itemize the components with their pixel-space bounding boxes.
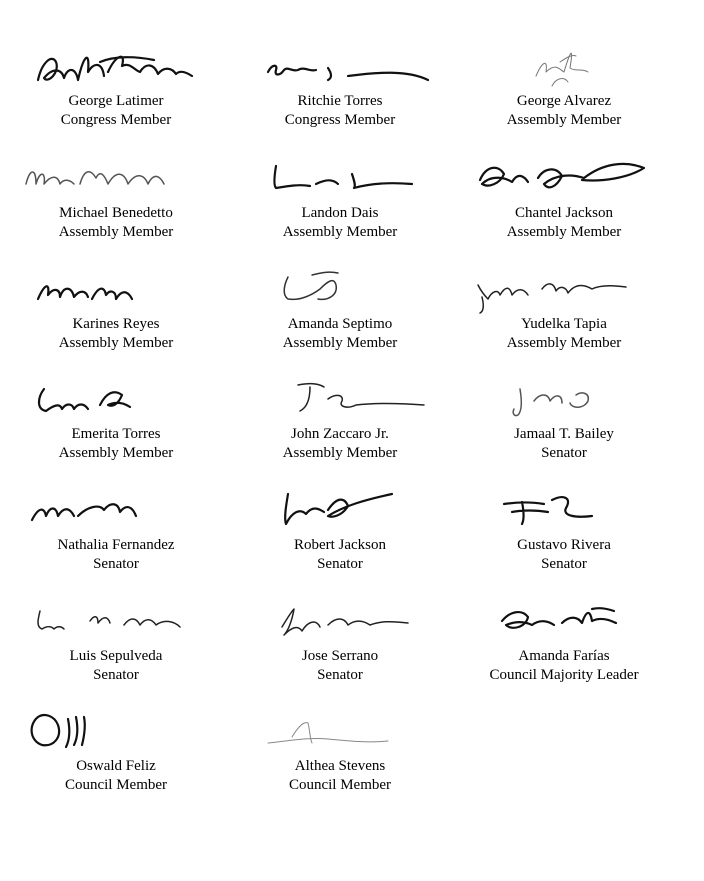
signatory-name: Jamaal T. Bailey [514, 426, 614, 442]
signature-stroke [66, 717, 85, 747]
signatory-block [452, 476, 676, 574]
signature-stroke [38, 58, 104, 80]
signature-stroke [316, 180, 338, 184]
signature-stroke [282, 609, 320, 635]
signature-stroke [348, 73, 428, 80]
signatory-block [228, 144, 452, 242]
signatory-name: George Latimer [68, 93, 164, 109]
signatory-name: Ritchie Torres [297, 93, 383, 109]
signature-stroke [298, 384, 324, 411]
handwritten-signature [4, 476, 228, 540]
handwritten-signature [228, 697, 452, 761]
signatory-block [452, 587, 676, 685]
signatory-title: Assembly Member [58, 224, 174, 240]
signature-stroke [92, 289, 132, 299]
signature-stroke [502, 612, 554, 628]
signature-stroke [570, 393, 588, 407]
handwritten-signature [228, 476, 452, 540]
signature-stroke [478, 285, 528, 299]
signatory-title: Senator [317, 556, 363, 572]
signatory-title: Council Member [288, 777, 392, 793]
signature-stroke [285, 494, 324, 524]
signatory-title: Assembly Member [506, 224, 622, 240]
handwritten-signature [228, 144, 452, 208]
signatory-block [228, 255, 452, 353]
signatory-block [228, 476, 452, 574]
signature-stroke [90, 617, 110, 623]
signature-stroke [312, 272, 338, 275]
signature-stroke [268, 738, 388, 743]
signatory-block [452, 255, 676, 353]
signatory-name: Chantel Jackson [515, 205, 613, 221]
signature-stroke [352, 174, 412, 188]
handwritten-signature [452, 144, 676, 208]
signatory-name: Luis Sepulveda [69, 648, 163, 664]
signatory-title: Council Member [64, 777, 168, 793]
handwritten-signature [4, 144, 228, 208]
handwritten-signature [4, 587, 228, 651]
signature-stroke [552, 497, 592, 517]
signature-stroke [480, 297, 483, 313]
signature-stroke [284, 277, 336, 299]
signature-stroke [100, 57, 154, 62]
signatory-name: Oswald Feliz [76, 758, 156, 774]
signatory-block [452, 32, 676, 130]
signature-stroke [124, 619, 180, 627]
handwritten-signature [452, 365, 676, 429]
handwritten-signature [452, 476, 676, 540]
signature-stroke [328, 619, 408, 625]
signatory-name: Gustavo Rivera [517, 537, 611, 553]
signatory-name: Robert Jackson [293, 537, 387, 553]
handwritten-signature [228, 365, 452, 429]
signature-stroke [328, 395, 424, 407]
signatory-name: Michael Benedetto [59, 205, 173, 221]
signatory-name: Amanda Septimo [287, 316, 393, 332]
signature-stroke [26, 172, 74, 184]
signatory-block [4, 476, 228, 574]
signatory-block [228, 365, 452, 463]
signature-stroke [480, 168, 528, 186]
signature-stroke [38, 286, 88, 299]
signature-stroke [32, 715, 59, 745]
signatory-block [228, 587, 452, 685]
signature-stroke [538, 164, 644, 187]
signatory-name: John Zaccaro Jr. [291, 426, 389, 442]
signatory-block [228, 32, 452, 130]
signatory-block [4, 365, 228, 463]
signatory-block [4, 32, 228, 130]
signature-stroke [328, 68, 331, 80]
signature-stroke [328, 494, 392, 517]
signature-stroke [80, 172, 164, 184]
signatory-name: Emerita Torres [71, 426, 161, 442]
signatory-block [4, 255, 228, 353]
handwritten-signature [4, 365, 228, 429]
signatory-title: Assembly Member [58, 445, 174, 461]
signature-stroke [562, 608, 616, 623]
signature-stroke [38, 611, 64, 629]
signatory-block [4, 587, 228, 685]
signatory-title: Assembly Member [282, 445, 398, 461]
signatory-title: Assembly Member [506, 335, 622, 351]
signatory-title: Senator [93, 556, 139, 572]
signatory-title: Senator [541, 556, 587, 572]
signature-stroke [275, 166, 311, 188]
signatory-name: Yudelka Tapia [521, 316, 607, 332]
signature-stroke [504, 502, 548, 524]
signature-stroke [542, 284, 626, 293]
handwritten-signature [4, 32, 228, 96]
handwritten-signature [228, 255, 452, 319]
signature-stroke [513, 389, 521, 416]
signatory-title: Congress Member [284, 112, 396, 128]
signatory-title: Senator [93, 667, 139, 683]
handwritten-signature [228, 587, 452, 651]
handwritten-signature [452, 587, 676, 651]
signatory-title: Congress Member [60, 112, 172, 128]
signatory-name: Amanda Farías [518, 648, 610, 664]
signatory-name: Karines Reyes [72, 316, 160, 332]
signatory-title: Assembly Member [506, 112, 622, 128]
signatory-block [4, 144, 228, 242]
signatory-title: Assembly Member [282, 224, 398, 240]
signature-stroke [534, 395, 562, 403]
signature-stroke [32, 509, 74, 521]
handwritten-signature [4, 697, 228, 761]
signatory-block [228, 697, 452, 795]
signatory-title: Assembly Member [58, 335, 174, 351]
signatory-block [452, 144, 676, 242]
signature-stroke [536, 53, 588, 76]
signatory-title: Senator [541, 445, 587, 461]
signature-stroke [39, 389, 88, 411]
signatory-name: Nathalia Fernandez [57, 537, 175, 553]
signatory-name: Althea Stevens [294, 758, 386, 774]
signature-stroke [100, 392, 130, 407]
handwritten-signature [452, 255, 676, 319]
signatory-name: Jose Serrano [301, 648, 379, 664]
signatory-name: Landon Dais [301, 205, 379, 221]
signatory-block [4, 697, 228, 795]
signatory-name: George Alvarez [516, 93, 612, 109]
handwritten-signature [4, 255, 228, 319]
handwritten-signature [452, 32, 676, 96]
signatory-title: Assembly Member [282, 335, 398, 351]
signature-stroke [78, 504, 136, 516]
signatory-title: Council Majority Leader [489, 667, 639, 683]
signatory-block [452, 365, 676, 463]
signature-stroke [268, 66, 316, 75]
signatory-title: Senator [317, 667, 363, 683]
handwritten-signature [228, 32, 452, 96]
